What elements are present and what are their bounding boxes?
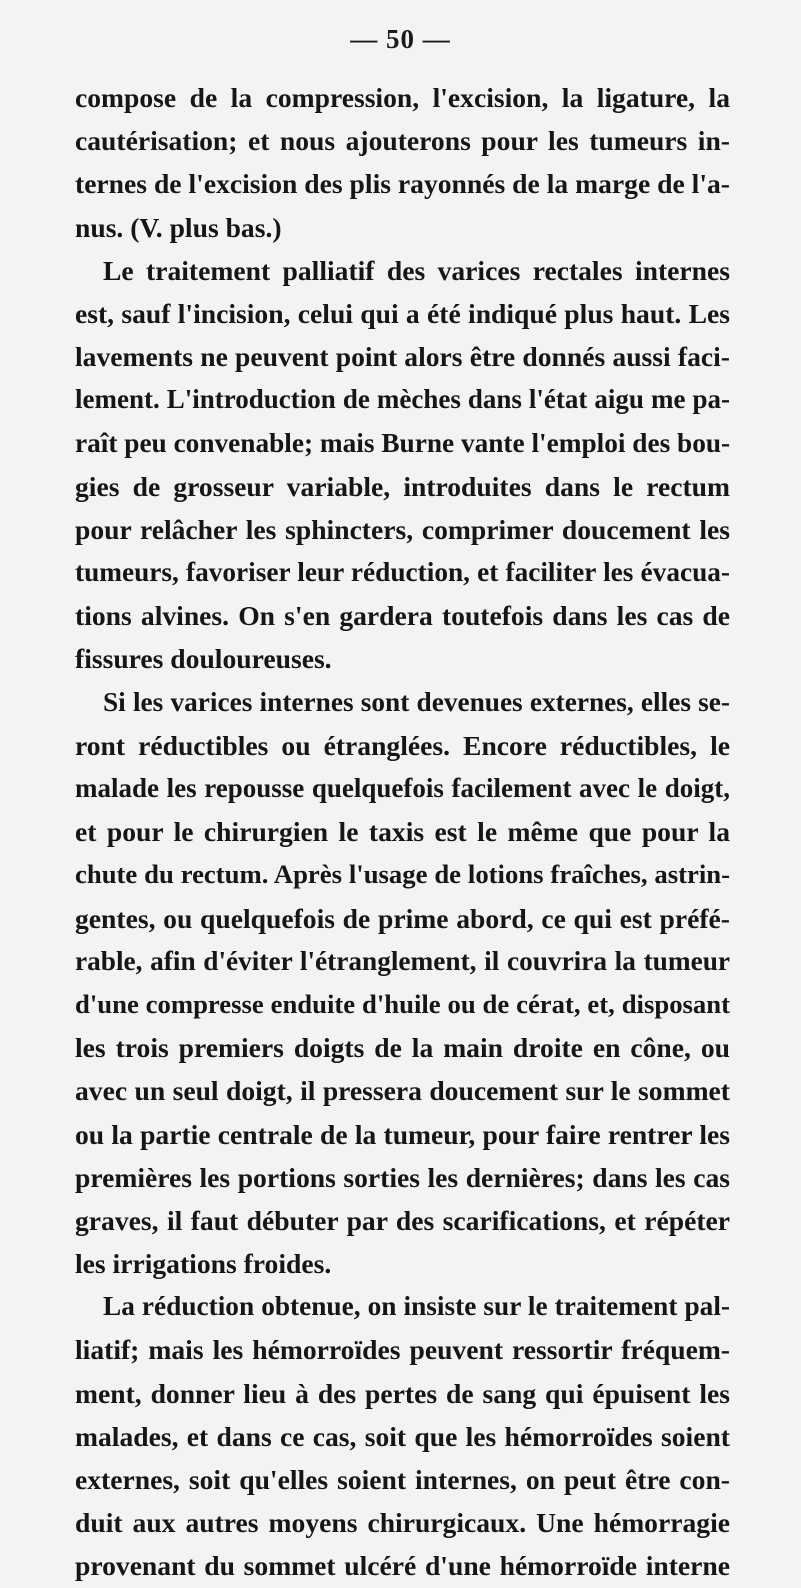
text-line: malades, et dans ce cas, soit que les hémorroïdes soient — [75, 1420, 730, 1452]
text-line: rable, afin d'éviter l'étranglement, il couvrira la tumeur — [75, 945, 730, 976]
text-line: cautérisation; et nous ajouterons pour les tumeurs in- — [75, 125, 730, 157]
text-line: fissures douloureuses. — [75, 643, 332, 675]
text-line: duit aux autres moyens chirurgicaux. Une hémorragie — [75, 1507, 730, 1539]
text-line: lavements ne peuvent point alors être donnés aussi faci- — [75, 341, 730, 373]
page-number: — 50 — — [350, 24, 451, 54]
text-line: La réduction obtenue, on insiste sur le traitement pal- — [103, 1291, 730, 1322]
text-line: ternes de l'excision des plis rayonnés de la marge de l'a- — [75, 168, 730, 200]
text-line: pour relâcher les sphincters, comprimer doucement les — [75, 513, 730, 545]
text-line: chute du rectum. Après l'usage de lotions fraîches, astrin- — [75, 859, 730, 890]
text-line: ou la partie centrale de la tumeur, pour faire rentrer les — [75, 1118, 730, 1150]
text-line: graves, il faut débuter par des scarifications, et répéter — [75, 1204, 730, 1236]
text-line: avec un seul doigt, il pressera doucement sur le sommet — [75, 1075, 730, 1107]
text-line: gies de grosseur variable, introduites dans le rectum — [75, 470, 730, 502]
text-line: tumeurs, favoriser leur réduction, et faciliter les évacua- — [75, 557, 730, 588]
text-line: liatif; mais les hémorroïdes peuvent ressortir fréquem- — [75, 1334, 730, 1366]
text-line: Si les varices internes sont devenues externes, elles se- — [103, 686, 730, 717]
text-line: d'une compresse enduite d'huile ou de cérat, et, disposant — [75, 988, 730, 1019]
text-line: Le traitement palliatif des varices rectales internes — [103, 254, 730, 286]
text-line: nus. (V. plus bas.) — [75, 211, 282, 243]
text-line: raît peu convenable; mais Burne vante l'emploi des bou- — [75, 427, 731, 458]
text-line: externes, soit qu'elles soient internes, on peut être con- — [75, 1464, 730, 1495]
text-line: gentes, ou quelquefois de prime abord, ce qui est préfé- — [75, 902, 730, 934]
text-line: ront réductibles ou étranglées. Encore réductibles, le — [75, 729, 730, 761]
text-line: les irrigations froides. — [75, 1248, 332, 1280]
text-line: malade les repousse quelquefois facilement avec le doigt, — [75, 773, 730, 803]
text-line: les trois premiers doigts de la main droite en cône, ou — [75, 1032, 730, 1064]
text-line: provenant du sommet ulcéré d'une hémorroïde interne — [75, 1550, 730, 1582]
text-line: ment, donner lieu à des pertes de sang qui épuisent les — [75, 1377, 730, 1409]
text-line: compose de la compression, l'excision, la ligature, la — [75, 82, 730, 113]
text-line: et pour le chirurgien le taxis est le même que pour la — [75, 816, 730, 848]
text-line: tions alvines. On s'en gardera toutefois dans les cas de — [75, 600, 730, 632]
body-text — [75, 76, 730, 1588]
text-line: est, sauf l'incision, celui qui a été indiqué plus haut. Les — [75, 297, 730, 329]
text-line: premières les portions sorties les dernières; dans les cas — [75, 1161, 730, 1193]
text-line: lement. L'introduction de mèches dans l'état aigu me pa- — [75, 384, 730, 415]
